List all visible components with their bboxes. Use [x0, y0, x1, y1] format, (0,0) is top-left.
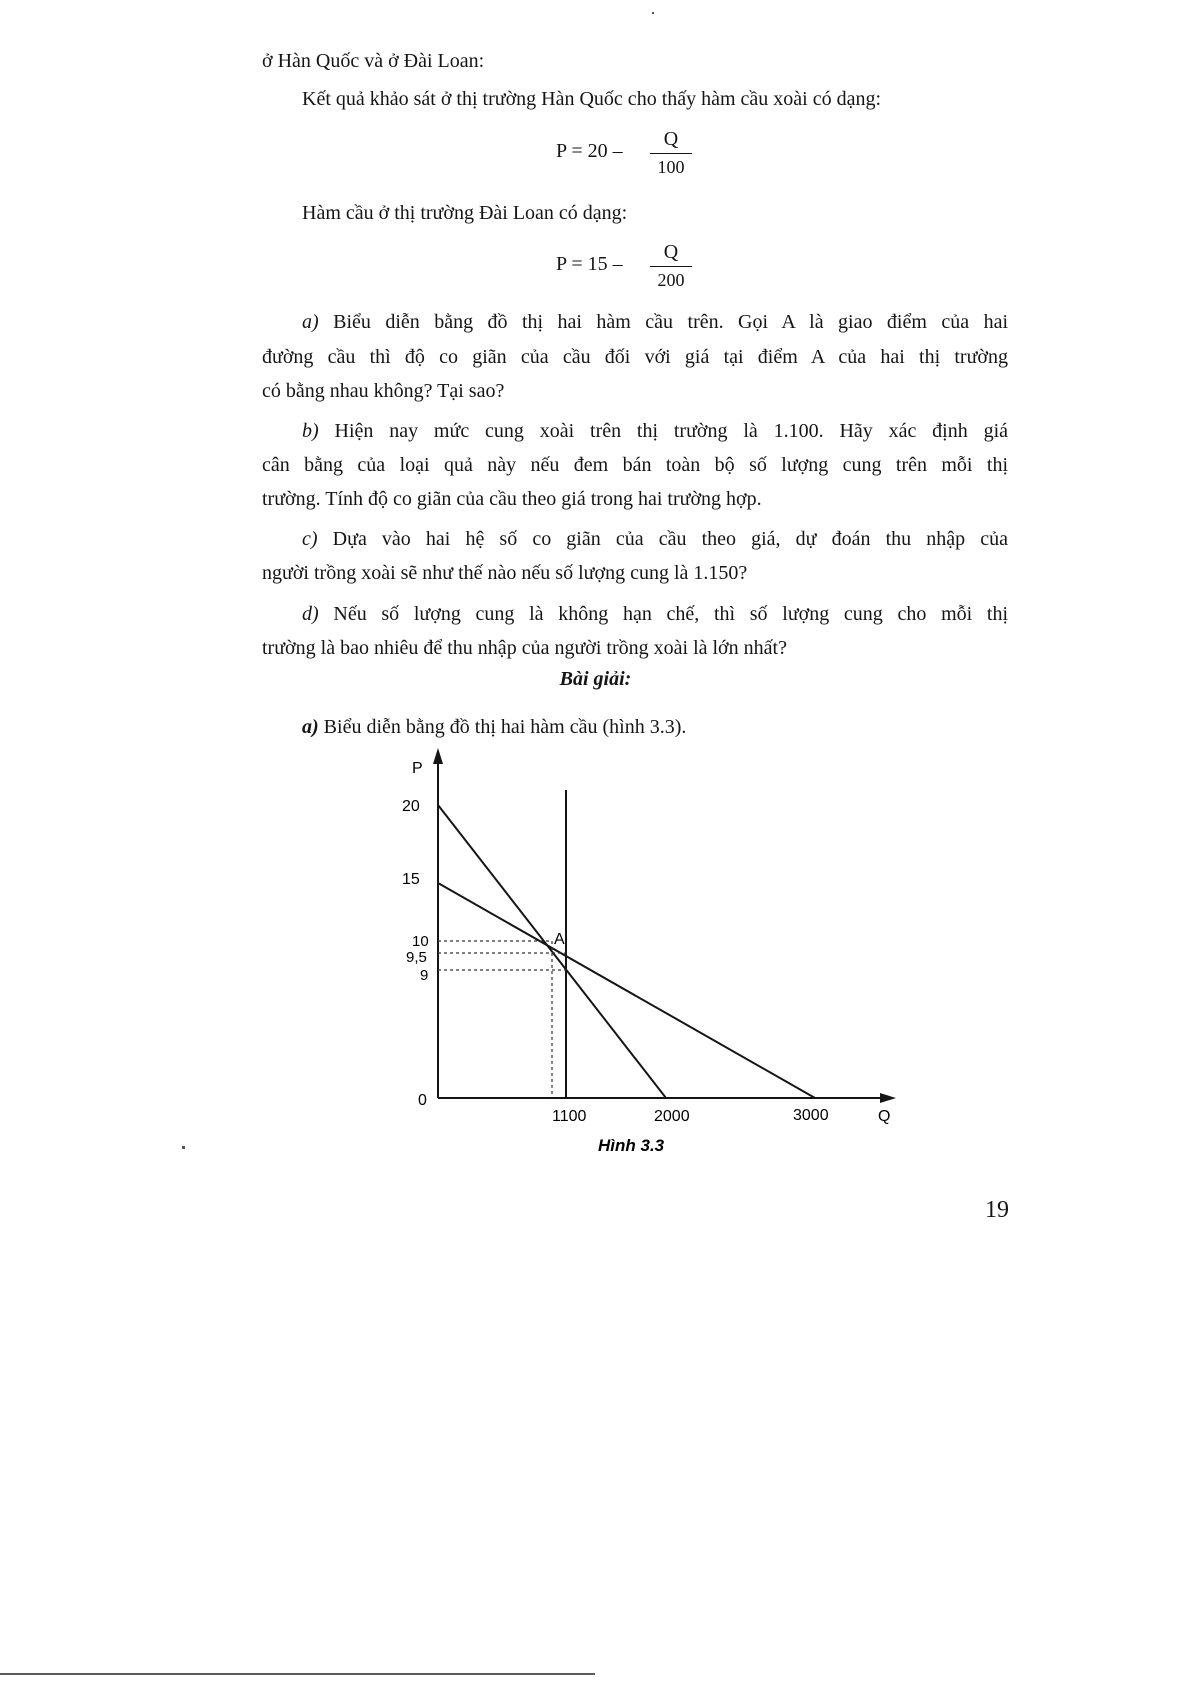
question-a-line-2: đường cầu thì độ co giãn của cầu đối với giá tại điểm A của hai thị trường: [262, 346, 1008, 368]
figure-caption: Hình 3.3: [598, 1136, 665, 1155]
scan-speck: [182, 1146, 185, 1149]
question-c-line-1: c) Dựa vào hai hệ số co giãn của cầu theo giá, dự đoán thu nhập của: [302, 528, 1008, 550]
y-axis-label: P: [412, 760, 423, 777]
question-a-label: a): [302, 311, 319, 333]
formula-taiwan-numerator: Q: [663, 241, 679, 263]
y-axis-arrow: [433, 748, 443, 764]
formula-taiwan-denominator: 200: [657, 270, 685, 290]
question-d-line-1: d) Nếu số lượng cung là không hạn chế, thì số lượng cung cho mỗi thị: [302, 603, 1008, 625]
y-tick-9-5: 9,5: [406, 949, 427, 966]
question-c-line-2: người trồng xoài sẽ như thế nào nếu số lượng cung là 1.150?: [262, 562, 748, 584]
answer-a-line: a) Biểu diễn bằng đồ thị hai hàm cầu (hình 3.3).: [302, 716, 687, 738]
x-axis-label: Q: [878, 1108, 891, 1125]
y-tick-9: 9: [420, 967, 429, 984]
demand-curve-taiwan: [438, 883, 815, 1098]
question-a-line-1: a) Biểu diễn bằng đồ thị hai hàm cầu trên. Gọi A là giao điểm của hai: [302, 311, 1008, 333]
point-a-label: A: [554, 931, 565, 948]
y-tick-10: 10: [412, 933, 429, 950]
scan-speck-top: [652, 12, 654, 14]
demand-curve-korea: [438, 805, 666, 1098]
question-b-line-2: cân bằng của loại quả này nếu đem bán toàn bộ số lượng cung trên mỗi thị: [262, 454, 1008, 476]
y-tick-20: 20: [402, 798, 420, 815]
question-c-label: c): [302, 528, 318, 550]
y-tick-15: 15: [402, 871, 420, 888]
question-b-label: b): [302, 420, 319, 442]
formula-taiwan-lhs: P = 15 –: [556, 253, 623, 275]
x-axis-arrow: [880, 1093, 896, 1103]
origin-label: 0: [418, 1092, 427, 1109]
intro-line: ở Hàn Quốc và ở Đài Loan:: [262, 50, 485, 72]
solution-heading: Bài giải:: [559, 668, 632, 690]
formula-korea-denominator: 100: [657, 157, 685, 177]
question-d-line-2: trường là bao nhiêu để thu nhập của người trồng xoài là lớn nhất?: [262, 637, 787, 659]
question-b-line-3: trường. Tính độ co giãn của cầu theo giá trong hai trường hợp.: [262, 488, 762, 510]
x-tick-2000: 2000: [654, 1108, 690, 1125]
answer-a-label: a): [302, 716, 319, 738]
question-b-line-1: b) Hiện nay mức cung xoài trên thị trường là 1.100. Hãy xác định giá: [302, 420, 1009, 442]
korea-survey-line: Kết quả khảo sát ở thị trường Hàn Quốc cho thấy hàm cầu xoài có dạng:: [302, 88, 882, 110]
x-tick-3000: 3000: [793, 1107, 829, 1124]
taiwan-demand-line: Hàm cầu ở thị trường Đài Loan có dạng:: [302, 202, 628, 224]
page-number: 19: [985, 1197, 1009, 1223]
formula-korea-lhs: P = 20 –: [556, 140, 623, 162]
formula-korea-numerator: Q: [663, 128, 679, 150]
question-a-line-3: có bằng nhau không? Tại sao?: [262, 380, 505, 402]
x-tick-1100: 1100: [552, 1108, 587, 1125]
question-d-label: d): [302, 603, 319, 625]
